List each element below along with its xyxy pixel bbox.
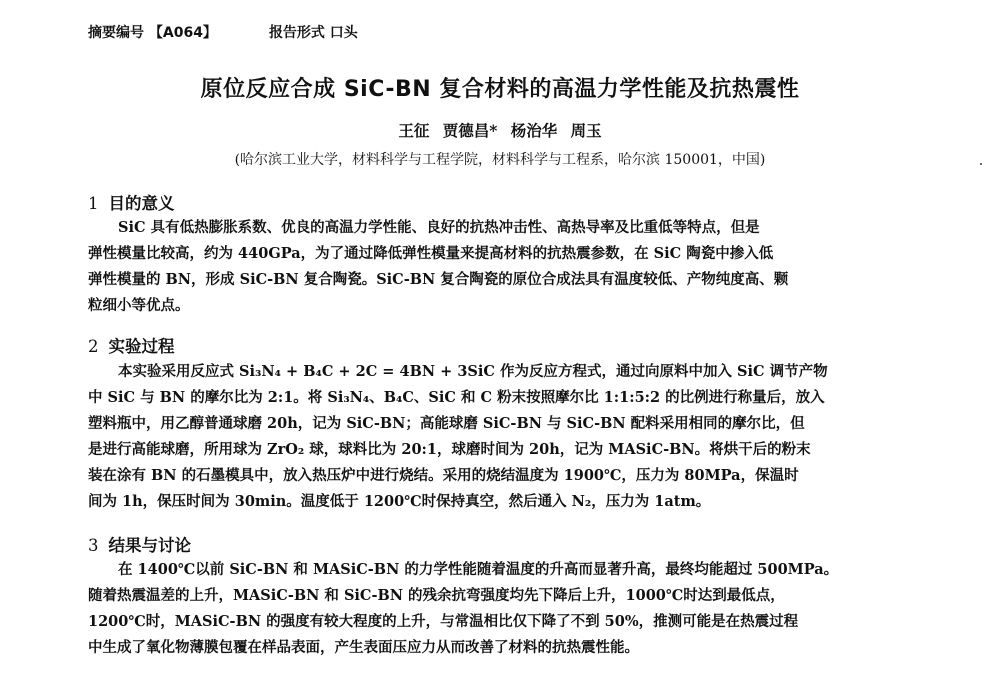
text-line: SiC 具有低热膨胀系数、优良的高温力学性能、良好的抗热冲击性、高热导率及比重低等特点，但是 (118, 219, 760, 236)
section-body-1 (88, 215, 914, 319)
text-line: 弹性模量的 BN，形成 SiC-BN 复合陶瓷。SiC-BN 复合陶瓷的原位合成法具有温度较低、产物纯度高、颗 (88, 271, 789, 288)
text-line: 中 SiC 与 BN 的摩尔比为 2:1。将 Si₃N₄、B₄C、SiC 和 C 粉末按照摩尔比 1:1:5:2 的比例进行称量后，放入 (88, 389, 825, 406)
abstract-meta (88, 22, 358, 42)
section-body-2 (88, 359, 914, 515)
text-line: 装在涂有 BN 的石墨模具中，放入热压炉中进行烧结。采用的烧结温度为 1900℃，压力为 80MPa，保温时 (88, 467, 799, 484)
section-heading-2 (88, 333, 175, 357)
section-title: 目的意义 (108, 194, 175, 213)
author: 贾德昌* (442, 121, 498, 140)
author: 周玉 (570, 121, 602, 140)
section-title: 结果与讨论 (108, 536, 191, 555)
section-number: 3 (88, 536, 99, 555)
text-line: 是进行高能球磨，所用球为 ZrO₂ 球，球料比为 20:1，球磨时间为 20h，记为 MASiC-BN。将烘干后的粉末 (88, 441, 811, 458)
section-heading-3 (88, 532, 191, 556)
scan-speck (980, 163, 982, 165)
text-line: 本实验采用反应式 Si₃N₄ + B₄C + 2C = 4BN + 3SiC 作为反应方程式，通过向原料中加入 SiC 调节产物 (118, 363, 828, 380)
text-line: 中生成了氧化物薄膜包覆在样品表面，产生表面压应力从而改善了材料的抗热震性能。 (88, 639, 639, 656)
section-number: 2 (88, 337, 99, 356)
text-line: 1200℃时，MASiC-BN 的强度有较大程度的上升，与常温相比仅下降了不到 50%，推测可能是在热震过程 (88, 613, 799, 630)
text-line: 粒细小等优点。 (88, 297, 190, 314)
affiliation: (哈尔滨工业大学，材料科学与工程学院，材料科学与工程系，哈尔滨 150001，中国) (234, 152, 766, 168)
section-number: 1 (88, 194, 99, 213)
text-line: 间为 1h，保压时间为 30min。温度低于 1200℃时保持真空，然后通入 N₂，压力为 1atm。 (88, 493, 711, 510)
section-title: 实验过程 (108, 337, 175, 356)
text-line: 随着热震温差的上升，MASiC-BN 和 SiC-BN 的残余抗弯强度均先下降后上升，1000℃时达到最低点， (88, 587, 785, 604)
paper-title: 原位反应合成 SiC-BN 复合材料的高温力学性能及抗热震性 (200, 77, 800, 102)
section-body-3 (88, 557, 914, 661)
author: 王征 (398, 121, 430, 140)
author: 杨治华 (510, 121, 558, 140)
author-list (0, 119, 1000, 141)
section-heading-1 (88, 190, 175, 214)
text-line: 在 1400℃以前 SiC-BN 和 MASiC-BN 的力学性能随着温度的升高而显著升高，最终均能超过 500MPa。 (118, 561, 839, 578)
text-line: 弹性模量比较高，约为 440GPa，为了通过降低弹性模量来提高材料的抗热震参数，在 SiC 陶瓷中掺入低 (88, 245, 774, 262)
report-form: 报告形式 口头 (268, 25, 358, 41)
abstract-number: 摘要编号 【A064】 (88, 25, 217, 41)
text-line: 塑料瓶中，用乙醇普通球磨 20h，记为 SiC-BN；高能球磨 SiC-BN 与 SiC-BN 配料采用相同的摩尔比，但 (88, 415, 805, 432)
